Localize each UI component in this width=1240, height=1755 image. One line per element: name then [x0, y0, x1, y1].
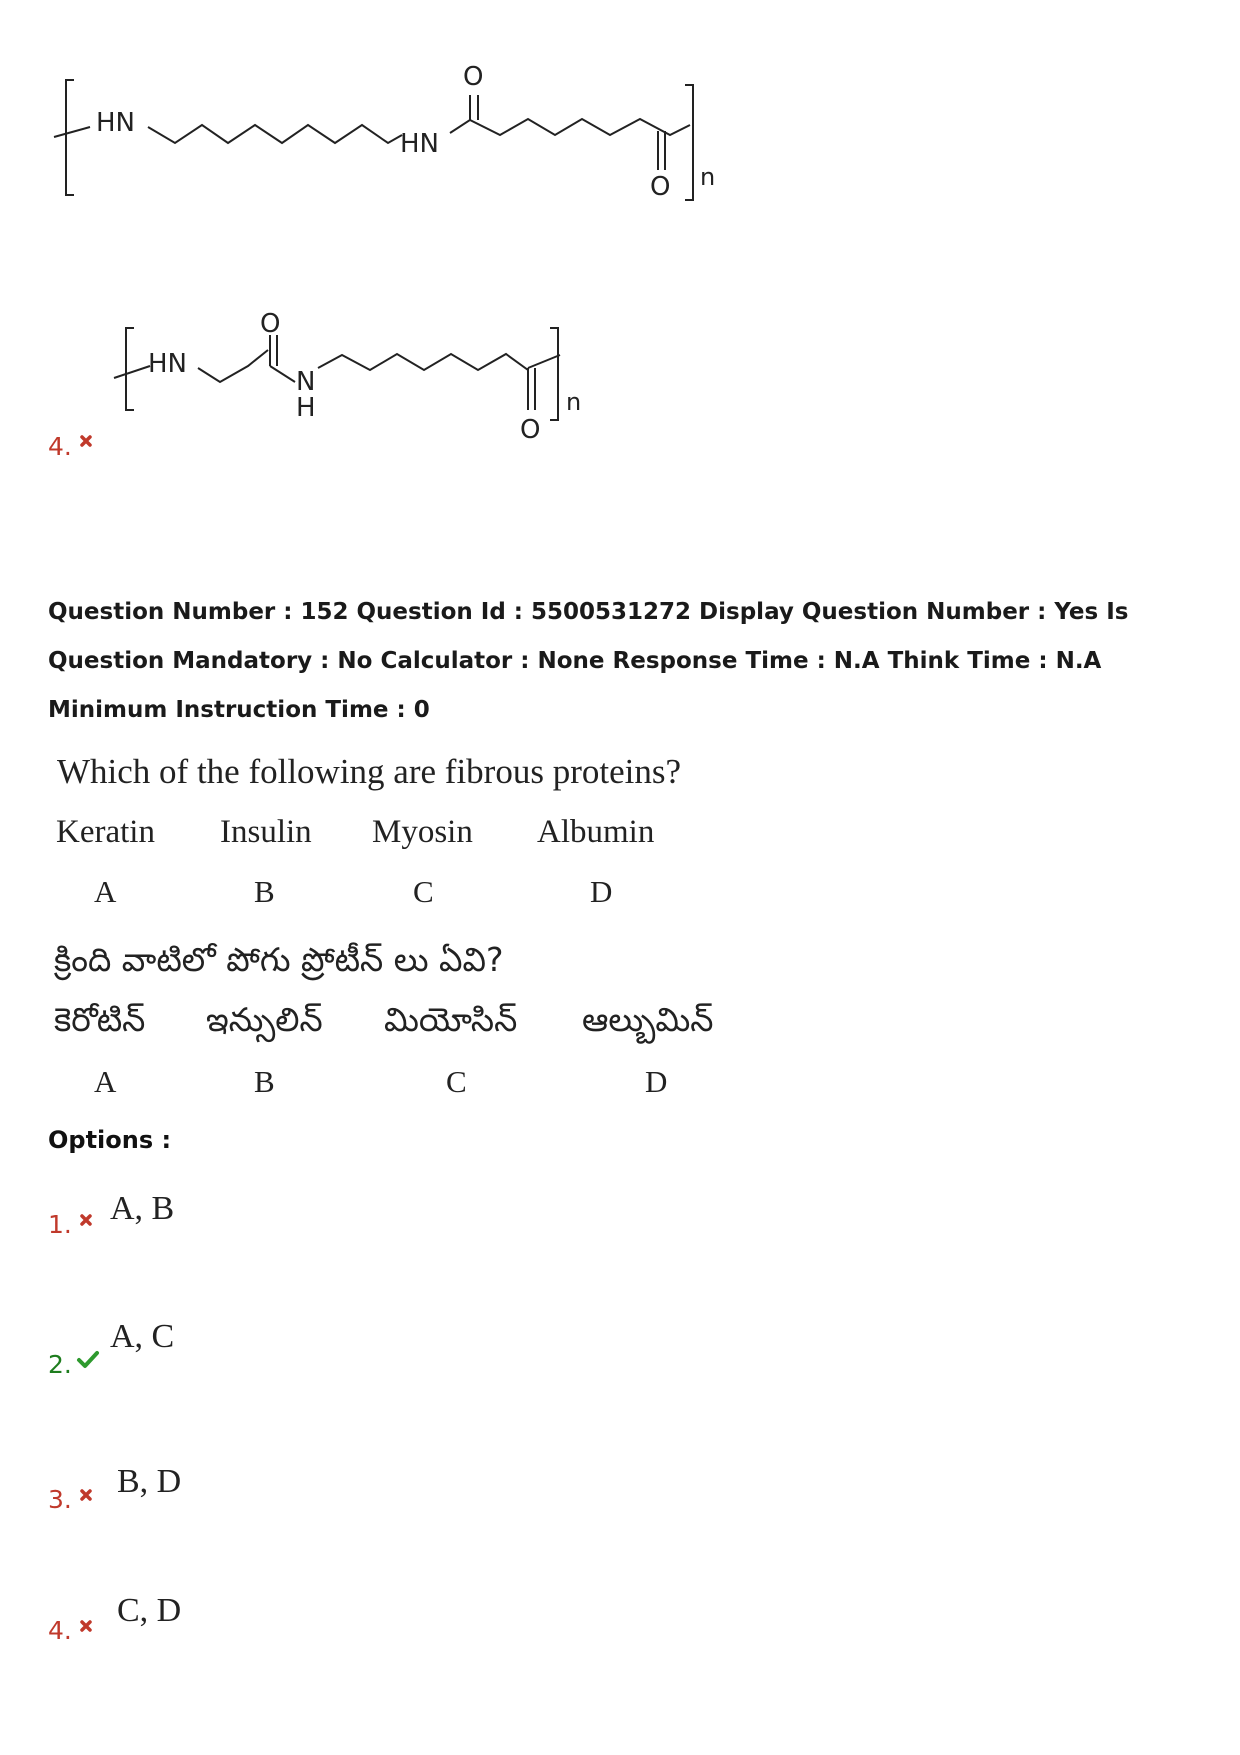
options-label: Options :	[48, 1126, 172, 1154]
letter-te-b: B	[254, 1064, 275, 1099]
item-insulin: Insulin	[220, 814, 312, 850]
option-number: 3.	[48, 1485, 72, 1514]
polymer-structure-second	[110, 310, 610, 450]
letter-te-a: A	[94, 1064, 117, 1099]
option-text: C, D	[117, 1592, 182, 1629]
option-number: 1.	[48, 1210, 72, 1239]
option-text: A, B	[110, 1190, 175, 1227]
question-text-en: Which of the following are fibrous proteins?	[57, 752, 681, 791]
oxygen-label: O	[463, 62, 484, 92]
letter-te-c: C	[446, 1064, 467, 1099]
polymer-structure-top	[50, 55, 730, 215]
option-number: 4.	[48, 1616, 72, 1645]
item-myosin: Myosin	[372, 814, 473, 850]
repeat-n-label: n	[566, 388, 582, 416]
check-icon	[76, 1350, 100, 1370]
cross-icon	[79, 1213, 93, 1227]
letter-b: B	[254, 874, 275, 909]
letter-a: A	[94, 874, 117, 909]
letter-d: D	[590, 874, 613, 909]
item-keratin: Keratin	[56, 814, 155, 850]
item-te-keratin: కెరోటిన్	[54, 1000, 146, 1039]
oxygen-label: O	[650, 172, 671, 202]
letter-c: C	[413, 874, 434, 909]
item-te-insulin: ఇన్సులిన్	[206, 1000, 323, 1039]
item-albumin: Albumin	[537, 814, 655, 850]
letter-te-d: D	[645, 1064, 668, 1099]
nitrogen-label: N	[296, 367, 316, 397]
question-text-te: క్రింది వాటిలో పోగు ప్రోటీన్ లు ఏవి?	[54, 940, 504, 979]
item-te-albumin: ఆల్బుమిన్	[582, 1000, 714, 1039]
option-number: 2.	[48, 1350, 72, 1379]
prev-option-number: 4.	[48, 432, 72, 461]
question-meta: Question Number : 152 Question Id : 5500531272 Display Question Number : Yes Is Question Mandatory : No Calculator : None Response Time : N.A Think Time : N.A Minimum Instruction Time : 0	[48, 599, 1129, 723]
option-text: A, C	[110, 1318, 175, 1355]
option-text: B, D	[117, 1463, 182, 1500]
repeat-n-label: n	[700, 163, 716, 191]
cross-icon	[79, 1619, 93, 1633]
cross-icon	[79, 1488, 93, 1502]
hydrogen-label: H	[296, 393, 316, 423]
hn-label: HN	[148, 349, 187, 379]
oxygen-label: O	[520, 415, 541, 445]
cross-icon	[79, 434, 93, 448]
hn-label: HN	[400, 129, 439, 159]
oxygen-label: O	[260, 310, 281, 339]
hn-label: HN	[96, 108, 135, 138]
item-te-myosin: మియోసిన్	[384, 1000, 518, 1039]
